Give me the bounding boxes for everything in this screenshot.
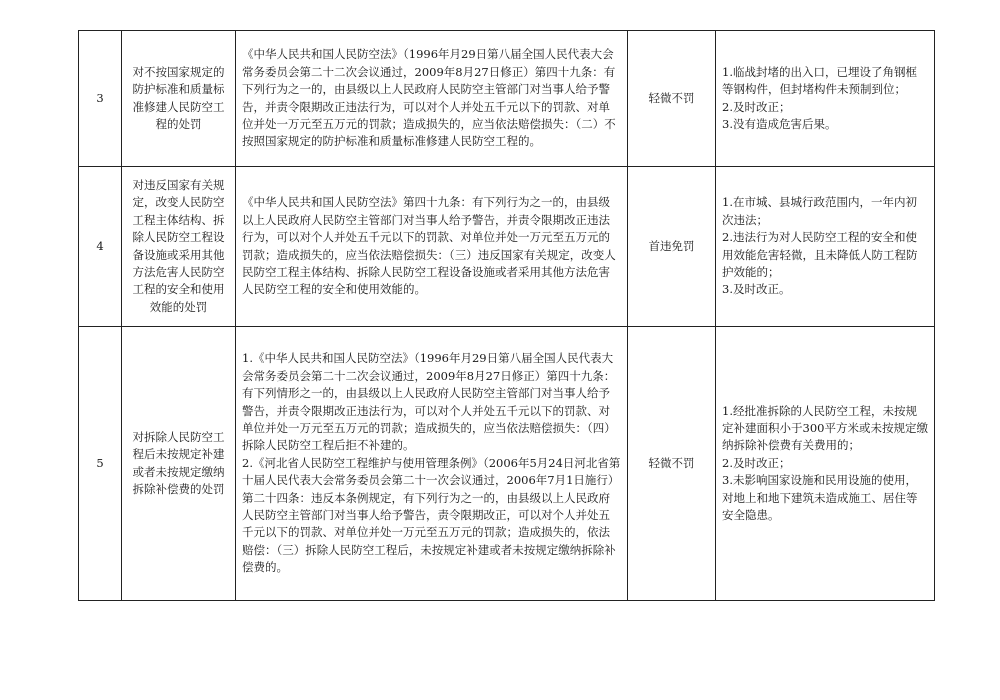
violation-item: 对拆除人民防空工程后未按规定补建或者未按规定缴纳拆除补偿费的处罚 bbox=[122, 327, 236, 601]
penalty-type: 轻微不罚 bbox=[628, 327, 716, 601]
legal-basis bbox=[236, 167, 628, 327]
condition-item: 1.经批准拆除的人民防空工程，未按规定补建面积小于300平方米或未按规定缴纳拆除补偿费有关费用的； bbox=[722, 403, 928, 453]
legal-basis-paragraph: 2.《河北省人民防空工程维护与使用管理条例》（2006年5月24日河北省第十届人民代表大会常务委员会第二十一次会议通过，2006年7月1日施行）第二十四条：违反本条例规定，有下列行为之一的，由县级以上人民政府人民防空主管部门对当事人给予警告，责令限期改正，可以对个人并处五千元以下的罚款、对单位并处一万元至五万元的罚款；造成损失的，依法赔偿：（三）拆除人民防空工程后，未按规定补建或者未按规定缴纳拆除补偿费的。 bbox=[242, 455, 621, 575]
condition-item: 2.及时改正； bbox=[722, 99, 791, 114]
table-row bbox=[79, 327, 935, 601]
condition-item: 2.违法行为对人民防空工程的安全和使用效能危害轻微，且未降低人防工程防护效能的； bbox=[722, 230, 918, 279]
row-number: 5 bbox=[79, 327, 122, 601]
condition-item: 3.未影响国家设施和民用设施的使用，对地上和地下建筑未造成施工、居住等安全隐患。 bbox=[722, 473, 918, 523]
legal-basis-paragraph: 《中华人民共和国人民防空法》（1996年月29日第八届全国人民代表大会常务委员会第二十二次会议通过，2009年8月27日修正）第四十九条：有下列行为之一的，由县级以上人民政府人民防空主管部门对当事人给予警告，并责令限期改正违法行为，可以对个人并处五千元以下的罚款、对单位并处一万元至五万元的罚款；造成损失的，应当依法赔偿损失：（二）不按照国家规定的防护标准和质量标准修建人民防空工程的。 bbox=[242, 47, 616, 149]
table-row bbox=[79, 31, 935, 167]
penalty-type: 轻微不罚 bbox=[628, 31, 716, 167]
violation-item: 对违反国家有关规定，改变人民防空工程主体结构、拆除人民防空工程设备设施或采用其他方法危害人民防空工程的安全和使用效能的处罚 bbox=[122, 167, 236, 327]
condition-item: 1.在市城、县城行政范围内，一年内初次违法； bbox=[722, 195, 917, 227]
row-number: 3 bbox=[79, 31, 122, 167]
applicable-conditions bbox=[716, 167, 935, 327]
row-number: 4 bbox=[79, 167, 122, 327]
condition-item: 2.及时改正； bbox=[722, 455, 791, 470]
table-row bbox=[79, 167, 935, 327]
condition-item: 3.及时改正。 bbox=[722, 282, 791, 297]
condition-item: 1.临战封堵的出入口，已埋设了角钢框等钢构件，但封堵构件未预制到位； bbox=[722, 64, 917, 97]
legal-basis-paragraph: 1.《中华人民共和国人民防空法》（1996年月29日第八届全国人民代表大会常务委员会第二十二次会议通过，2009年8月27日修正）第四十九条：有下列情形之一的，由县级以上人民政府人民防空主管部门对当事人给予警告，并责令限期改正违法行为，可以对个人并处五千元以下的罚款、对单位并处一万元至五万元的罚款；造成损失的，应当依法赔偿损失：（四）拆除人民防空工程后拒不补建的。 bbox=[242, 351, 616, 453]
penalty-exemption-table bbox=[78, 30, 935, 601]
violation-item: 对不按国家规定的防护标准和质量标准修建人民防空工程的处罚 bbox=[122, 31, 236, 167]
applicable-conditions bbox=[716, 31, 935, 167]
legal-basis bbox=[236, 327, 628, 601]
condition-item: 3.没有造成危害后果。 bbox=[722, 116, 837, 131]
applicable-conditions bbox=[716, 327, 935, 601]
legal-basis bbox=[236, 31, 628, 167]
penalty-type: 首违免罚 bbox=[628, 167, 716, 327]
legal-basis-paragraph: 《中华人民共和国人民防空法》第四十九条：有下列行为之一的，由县级以上人民政府人民防空主管部门对当事人给予警告，并责令限期改正违法行为，可以对个人并处五千元以下的罚款、对单位并处一万元至五万元的罚款；造成损失的，应当依法赔偿损失：（三）违反国家有关规定，改变人民防空工程主体结构、拆除人民防空工程设备设施或者采用其他方法危害人民防空工程的安全和使用效能的。 bbox=[242, 195, 616, 297]
